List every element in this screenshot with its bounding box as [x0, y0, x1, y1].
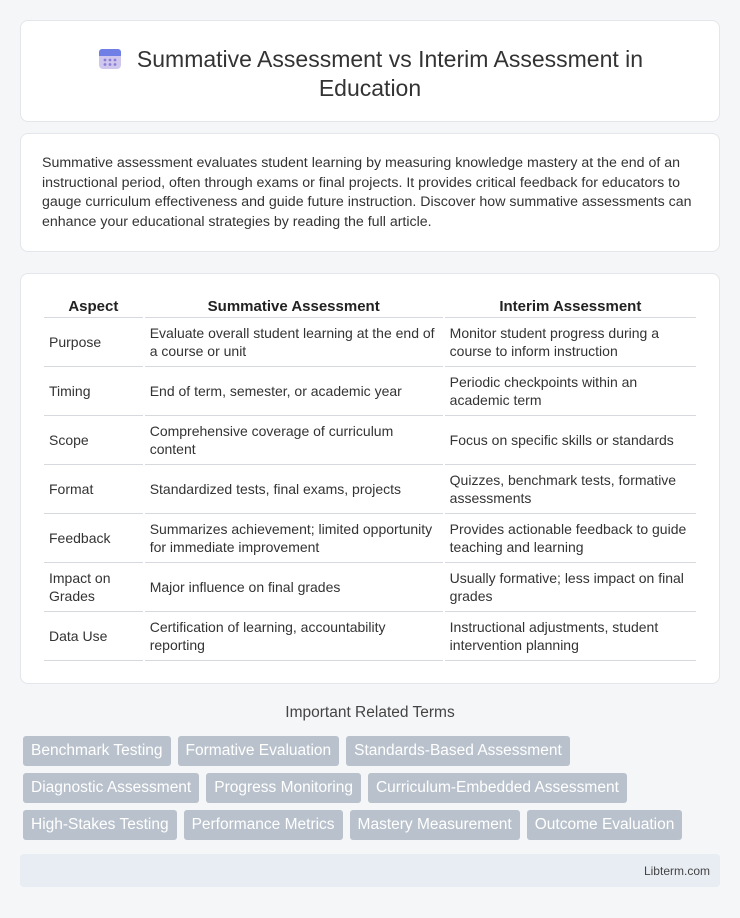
- row-aspect: Timing: [44, 367, 143, 416]
- row-interim: Usually formative; less impact on final grades: [445, 563, 696, 612]
- row-aspect: Feedback: [44, 514, 143, 563]
- intro-paragraph: Summative assessment evaluates student learning by measuring knowledge mastery at the end of an instructional period, often through exams or final projects. It provides critical feedback for educators to gauge curriculum effectiveness and guide future instruction. Discover how summative assessments can enhance your educational strategies by reading the full article.: [42, 155, 692, 230]
- footer-site-link[interactable]: Libterm.com: [643, 864, 710, 878]
- tag-row: [23, 736, 713, 766]
- table-header-row: [44, 296, 696, 318]
- comparison-card: [20, 273, 720, 684]
- row-aspect: Impact on Grades: [44, 563, 143, 612]
- table-row: [44, 563, 696, 612]
- tag-diagnostic-assessment[interactable]: Diagnostic Assessment: [23, 773, 199, 803]
- tag-standards-based-assessment[interactable]: Standards-Based Assessment: [346, 736, 570, 766]
- header-interim: Interim Assessment: [445, 296, 696, 318]
- row-summative: Major influence on final grades: [145, 563, 443, 612]
- page-title: [21, 45, 719, 103]
- row-summative: Evaluate overall student learning at the end of a course or unit: [145, 318, 443, 367]
- tag-row: [23, 810, 713, 840]
- row-summative: Comprehensive coverage of curriculum content: [145, 416, 443, 465]
- tag-benchmark-testing[interactable]: Benchmark Testing: [23, 736, 171, 766]
- table-row: [44, 318, 696, 367]
- tag-high-stakes-testing[interactable]: High-Stakes Testing: [23, 810, 177, 840]
- title-card: [20, 20, 720, 122]
- table-row: [44, 416, 696, 465]
- row-interim: Provides actionable feedback to guide teaching and learning: [445, 514, 696, 563]
- tag-progress-monitoring[interactable]: Progress Monitoring: [206, 773, 361, 803]
- row-summative: End of term, semester, or academic year: [145, 367, 443, 416]
- row-interim: Quizzes, benchmark tests, formative assessments: [445, 465, 696, 514]
- row-summative: Certification of learning, accountability reporting: [145, 612, 443, 661]
- table-row: [44, 514, 696, 563]
- row-aspect: Data Use: [44, 612, 143, 661]
- header-summative: Summative Assessment: [145, 296, 443, 318]
- row-interim: Monitor student progress during a course to inform instruction: [445, 318, 696, 367]
- tag-outcome-evaluation[interactable]: Outcome Evaluation: [527, 810, 683, 840]
- comparison-table: [42, 296, 698, 661]
- row-interim: Focus on specific skills or standards: [445, 416, 696, 465]
- tag-row: [23, 773, 713, 803]
- tag-curriculum-embedded-assessment[interactable]: Curriculum-Embedded Assessment: [368, 773, 627, 803]
- title-line-2: Education: [318, 75, 422, 101]
- tag-formative-evaluation[interactable]: Formative Evaluation: [178, 736, 340, 766]
- calendar-icon: [97, 45, 123, 71]
- tag-performance-metrics[interactable]: Performance Metrics: [184, 810, 343, 840]
- row-summative: Standardized tests, final exams, projects: [145, 465, 443, 514]
- footer: [20, 854, 720, 887]
- title-line-1: Summative Assessment vs Interim Assessment in: [136, 46, 644, 72]
- table-row: [44, 367, 696, 416]
- header-aspect: Aspect: [44, 296, 143, 318]
- related-terms-heading: Important Related Terms: [285, 704, 455, 721]
- table-row: [44, 465, 696, 514]
- row-interim: Instructional adjustments, student intervention planning: [445, 612, 696, 661]
- row-summative: Summarizes achievement; limited opportunity for immediate improvement: [145, 514, 443, 563]
- table-row: [44, 612, 696, 661]
- row-aspect: Format: [44, 465, 143, 514]
- row-aspect: Scope: [44, 416, 143, 465]
- intro-card: [20, 133, 720, 252]
- row-interim: Periodic checkpoints within an academic term: [445, 367, 696, 416]
- tag-mastery-measurement[interactable]: Mastery Measurement: [350, 810, 520, 840]
- row-aspect: Purpose: [44, 318, 143, 367]
- related-terms: [23, 736, 713, 847]
